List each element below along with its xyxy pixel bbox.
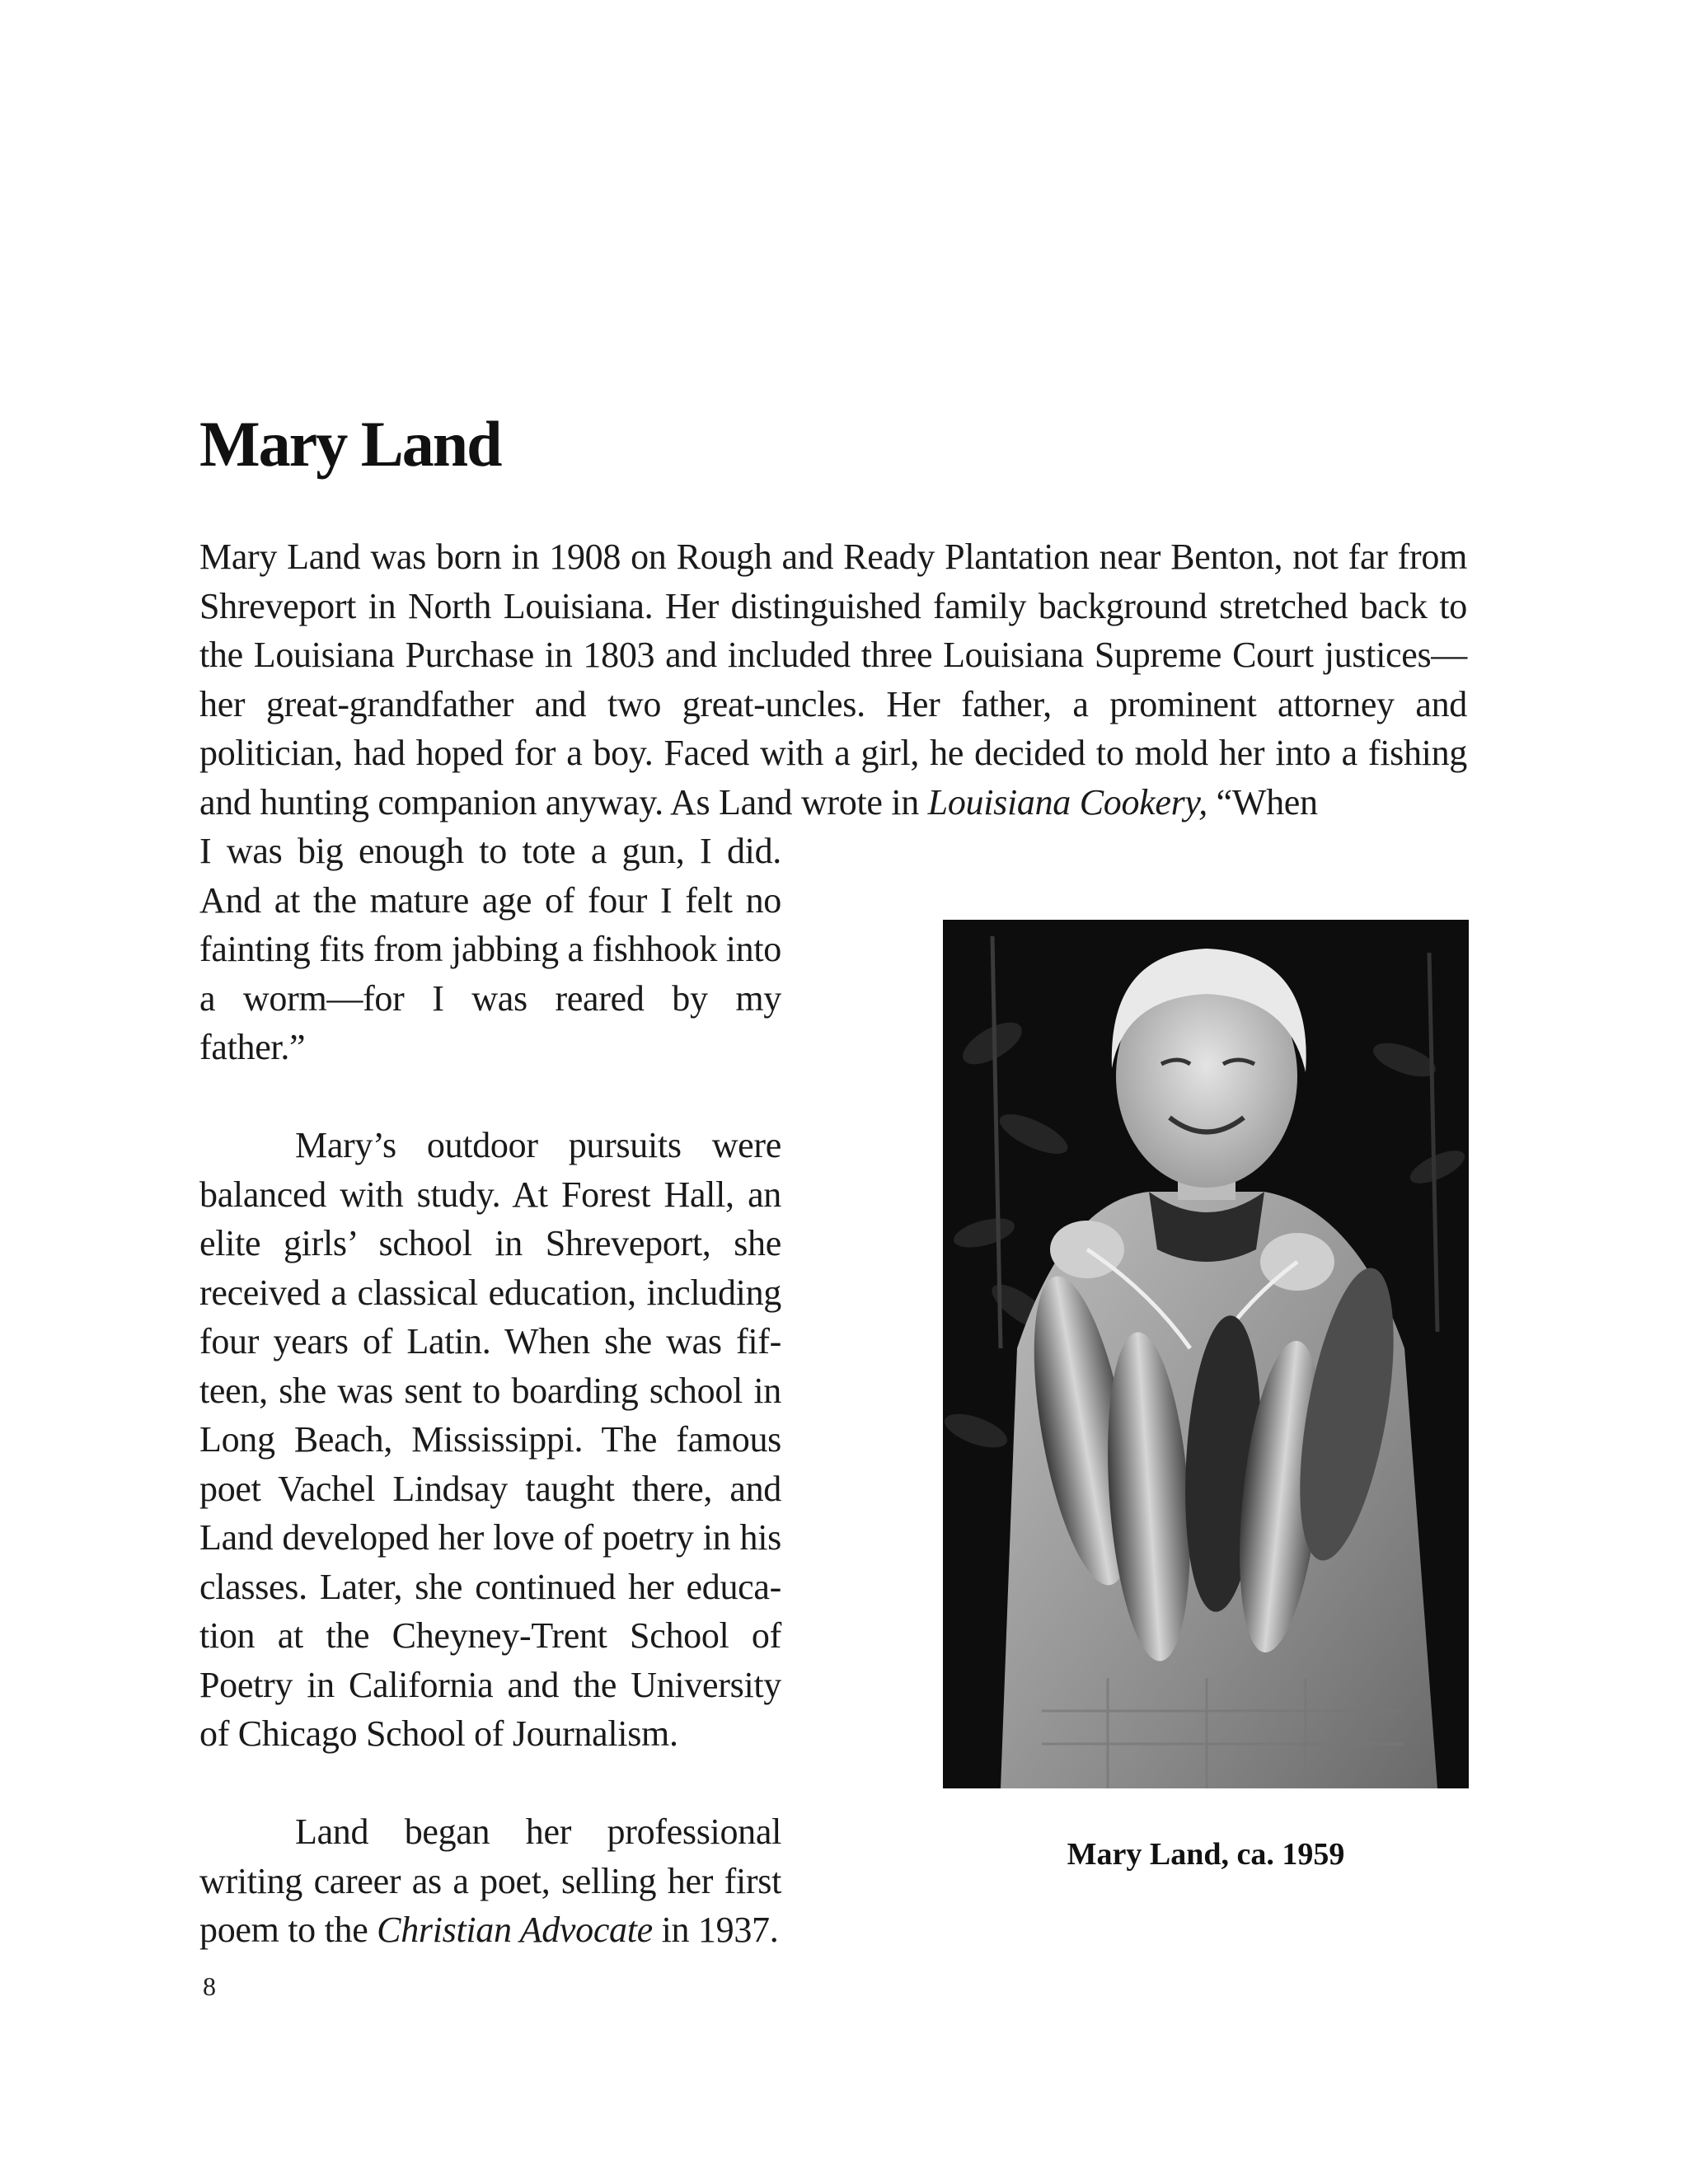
career-text-end: in 1937. <box>652 1910 779 1950</box>
photo-caption: Mary Land, ca. 1959 <box>1067 1837 1345 1872</box>
page-number: 8 <box>203 1971 216 2001</box>
education-paragraph: Mary’s outdoor pursuits were balanced with study. At Forest Hall, an elite girls’ school in Shreveport, she received a classical education, including four years of Latin. When she was fif-teen, she was sent to boarding school in Long Beach, Mississippi. The famous poet Vachel Lindsay taught there, and Land developed her love of poetry in his classes. Later, she continued her educa-tion at the Cheyney-Trent School of Poetry in California and the University of Chicago School of Journalism. <box>199 1125 781 1754</box>
quote-continuation: I was big enough to tote a gun, I did. And at the mature age of four I felt no fainting fits from jabbing a fishhook into a worm—for I was reared by my father.” <box>199 831 781 1067</box>
portrait-photo <box>943 920 1469 1788</box>
portrait-photo-illustration <box>943 920 1469 1788</box>
intro-text: Mary Land was born in 1908 on Rough and Ready Plantation near Benton, not far from Shreveport in North Louisiana. Her distinguished family background stretched back to the Louisiana Purchase in 1803 and included three Louisiana Supreme Court justices—her great-grandfather and two great-uncles. Her father, a prominent attorney and politician, had hoped for a boy. Faced with a girl, he decided to mold her into a fishing and hunting companion anyway. As Land wrote in <box>199 537 1467 823</box>
book-title-louisiana-cookery: Louisiana Cookery, <box>927 781 1207 823</box>
career-text: Land began her professional writing career as a poet, selling her first poem to the <box>199 1811 781 1950</box>
publication-christian-advocate: Christian Advocate <box>377 1910 653 1950</box>
intro-paragraph <box>199 532 1467 827</box>
career-paragraph <box>199 1807 781 1955</box>
intro-quote-start: “When <box>1207 781 1318 823</box>
page-title: Mary Land <box>199 408 501 480</box>
